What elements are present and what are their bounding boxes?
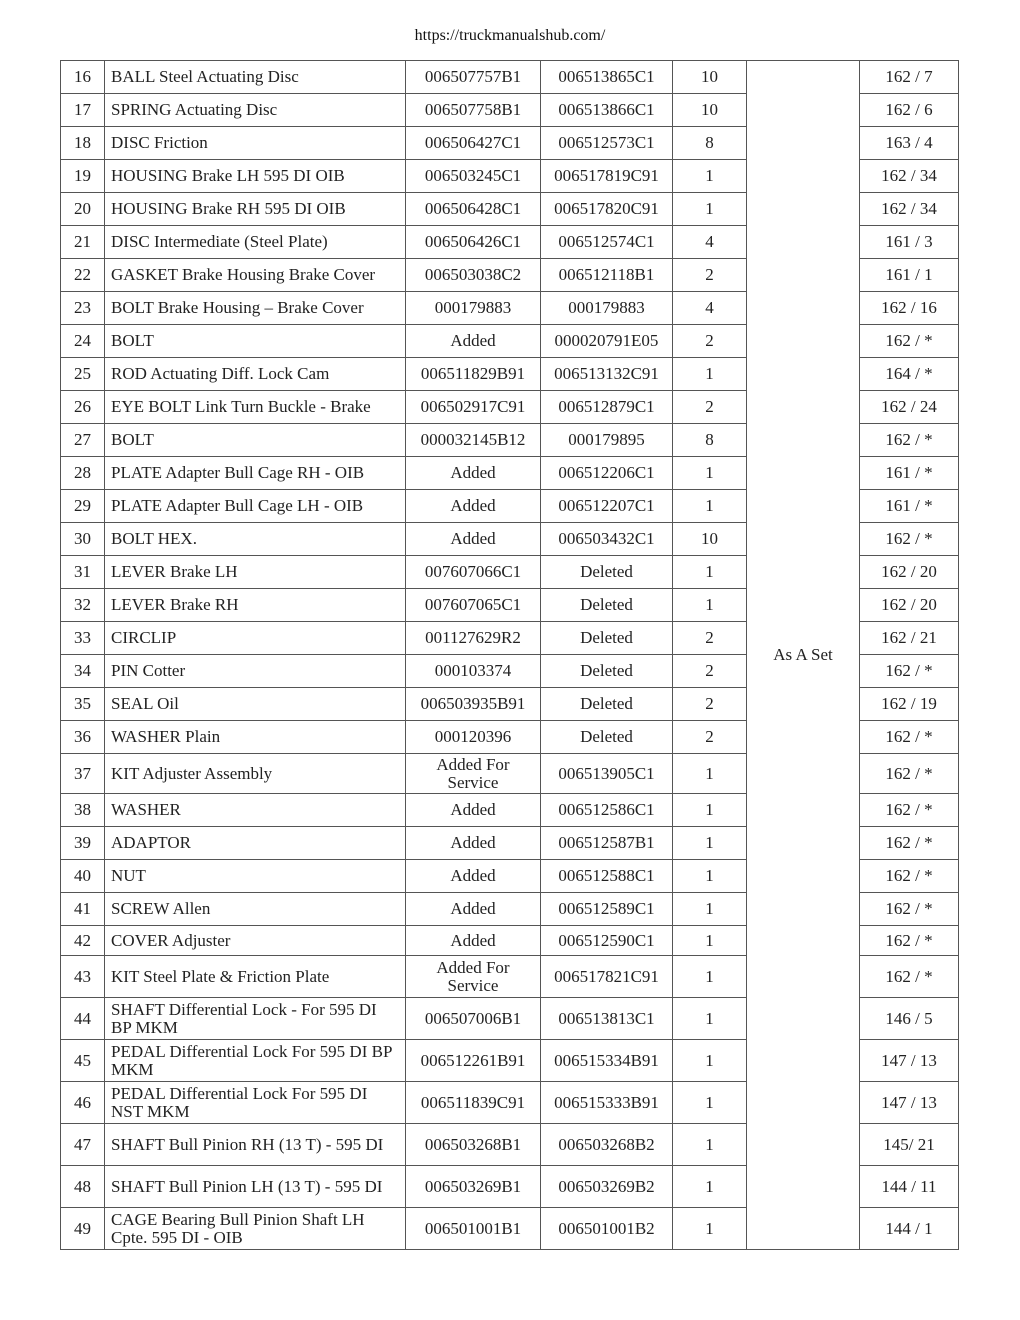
new-part-cell: Deleted xyxy=(541,589,673,622)
part-number-cell: 43 xyxy=(61,956,105,998)
description-cell: ADAPTOR xyxy=(105,827,406,860)
description-cell: LEVER Brake LH xyxy=(105,556,406,589)
old-part-cell: Added xyxy=(406,893,541,926)
reference-cell: 162 / 16 xyxy=(860,292,959,325)
description-cell: PEDAL Differential Lock For 595 DI NST MKM xyxy=(105,1082,406,1124)
part-number-cell: 23 xyxy=(61,292,105,325)
quantity-cell: 2 xyxy=(673,721,747,754)
quantity-cell: 1 xyxy=(673,794,747,827)
old-part-cell: 006507757B1 xyxy=(406,61,541,94)
part-number-cell: 38 xyxy=(61,794,105,827)
reference-cell: 161 / 3 xyxy=(860,226,959,259)
old-part-cell: 006506428C1 xyxy=(406,193,541,226)
quantity-cell: 2 xyxy=(673,688,747,721)
old-part-cell: 006506426C1 xyxy=(406,226,541,259)
reference-cell: 162 / * xyxy=(860,523,959,556)
part-number-cell: 34 xyxy=(61,655,105,688)
quantity-cell: 10 xyxy=(673,94,747,127)
description-cell: SCREW Allen xyxy=(105,893,406,926)
description-cell: NUT xyxy=(105,860,406,893)
old-part-cell: 000032145B12 xyxy=(406,424,541,457)
reference-cell: 162 / 19 xyxy=(860,688,959,721)
old-part-cell: Added xyxy=(406,457,541,490)
description-cell: SEAL Oil xyxy=(105,688,406,721)
old-part-cell: Added xyxy=(406,926,541,956)
reference-cell: 161 / * xyxy=(860,490,959,523)
new-part-cell: Deleted xyxy=(541,655,673,688)
description-cell: EYE BOLT Link Turn Buckle - Brake xyxy=(105,391,406,424)
reference-cell: 162 / * xyxy=(860,655,959,688)
quantity-cell: 1 xyxy=(673,1124,747,1166)
new-part-cell: 006503432C1 xyxy=(541,523,673,556)
description-cell: BALL Steel Actuating Disc xyxy=(105,61,406,94)
old-part-cell: 006506427C1 xyxy=(406,127,541,160)
description-cell: WASHER xyxy=(105,794,406,827)
description-cell: PEDAL Differential Lock For 595 DI BP MKM xyxy=(105,1040,406,1082)
quantity-cell: 1 xyxy=(673,556,747,589)
old-part-cell: 007607065C1 xyxy=(406,589,541,622)
old-part-cell: 006503935B91 xyxy=(406,688,541,721)
parts-table xyxy=(60,60,959,1250)
quantity-cell: 10 xyxy=(673,61,747,94)
quantity-cell: 1 xyxy=(673,998,747,1040)
new-part-cell: 006513132C91 xyxy=(541,358,673,391)
new-part-cell: 006513865C1 xyxy=(541,61,673,94)
description-cell: KIT Steel Plate & Friction Plate xyxy=(105,956,406,998)
description-cell: LEVER Brake RH xyxy=(105,589,406,622)
description-cell: SHAFT Bull Pinion RH (13 T) - 595 DI xyxy=(105,1124,406,1166)
part-number-cell: 17 xyxy=(61,94,105,127)
reference-cell: 162 / 20 xyxy=(860,589,959,622)
old-part-cell: 006503268B1 xyxy=(406,1124,541,1166)
quantity-cell: 1 xyxy=(673,358,747,391)
old-part-cell: Added xyxy=(406,325,541,358)
reference-cell: 162 / * xyxy=(860,827,959,860)
part-number-cell: 21 xyxy=(61,226,105,259)
new-part-cell: 006512589C1 xyxy=(541,893,673,926)
description-cell: DISC Intermediate (Steel Plate) xyxy=(105,226,406,259)
description-cell: BOLT xyxy=(105,424,406,457)
description-cell: SHAFT Differential Lock - For 595 DI BP MKM xyxy=(105,998,406,1040)
quantity-cell: 1 xyxy=(673,893,747,926)
part-number-cell: 24 xyxy=(61,325,105,358)
quantity-cell: 4 xyxy=(673,292,747,325)
old-part-cell: 006501001B1 xyxy=(406,1208,541,1250)
part-number-cell: 18 xyxy=(61,127,105,160)
old-part-cell: 007607066C1 xyxy=(406,556,541,589)
reference-cell: 164 / * xyxy=(860,358,959,391)
description-cell: DISC Friction xyxy=(105,127,406,160)
reference-cell: 163 / 4 xyxy=(860,127,959,160)
reference-cell: 162 / * xyxy=(860,325,959,358)
old-part-cell: Added xyxy=(406,794,541,827)
old-part-cell: 006503038C2 xyxy=(406,259,541,292)
part-number-cell: 20 xyxy=(61,193,105,226)
new-part-cell: 006512879C1 xyxy=(541,391,673,424)
old-part-cell: 006511839C91 xyxy=(406,1082,541,1124)
reference-cell: 161 / 1 xyxy=(860,259,959,292)
part-number-cell: 19 xyxy=(61,160,105,193)
old-part-cell: 000120396 xyxy=(406,721,541,754)
reference-cell: 162 / 21 xyxy=(860,622,959,655)
quantity-cell: 8 xyxy=(673,424,747,457)
description-cell: CIRCLIP xyxy=(105,622,406,655)
quantity-cell: 1 xyxy=(673,860,747,893)
old-part-cell: Added xyxy=(406,523,541,556)
new-part-cell: 006513866C1 xyxy=(541,94,673,127)
reference-cell: 162 / 6 xyxy=(860,94,959,127)
old-part-cell: Added xyxy=(406,490,541,523)
part-number-cell: 35 xyxy=(61,688,105,721)
header-url: https://truckmanualshub.com/ xyxy=(414,27,606,44)
as-a-set-cell: As A Set xyxy=(747,61,860,1250)
quantity-cell: 1 xyxy=(673,589,747,622)
quantity-cell: 2 xyxy=(673,391,747,424)
new-part-cell: 006512207C1 xyxy=(541,490,673,523)
new-part-cell: 006512573C1 xyxy=(541,127,673,160)
description-cell: CAGE Bearing Bull Pinion Shaft LH Cpte. 595 DI - OIB xyxy=(105,1208,406,1250)
reference-cell: 162 / * xyxy=(860,860,959,893)
reference-cell: 144 / 11 xyxy=(860,1166,959,1208)
old-part-cell: 000179883 xyxy=(406,292,541,325)
reference-cell: 162 / 24 xyxy=(860,391,959,424)
reference-cell: 161 / * xyxy=(860,457,959,490)
new-part-cell: 006517820C91 xyxy=(541,193,673,226)
quantity-cell: 8 xyxy=(673,127,747,160)
new-part-cell: 006515334B91 xyxy=(541,1040,673,1082)
description-cell: KIT Adjuster Assembly xyxy=(105,754,406,794)
quantity-cell: 1 xyxy=(673,193,747,226)
new-part-cell: 006517821C91 xyxy=(541,956,673,998)
part-number-cell: 25 xyxy=(61,358,105,391)
description-cell: SHAFT Bull Pinion LH (13 T) - 595 DI xyxy=(105,1166,406,1208)
part-number-cell: 46 xyxy=(61,1082,105,1124)
old-part-cell: Added For Service xyxy=(406,956,541,998)
old-part-cell: 006507006B1 xyxy=(406,998,541,1040)
reference-cell: 162 / * xyxy=(860,956,959,998)
new-part-cell: 000020791E05 xyxy=(541,325,673,358)
old-part-cell: Added xyxy=(406,860,541,893)
old-part-cell: Added For Service xyxy=(406,754,541,794)
quantity-cell: 1 xyxy=(673,926,747,956)
new-part-cell: 006512574C1 xyxy=(541,226,673,259)
part-number-cell: 47 xyxy=(61,1124,105,1166)
description-cell: ROD Actuating Diff. Lock Cam xyxy=(105,358,406,391)
quantity-cell: 2 xyxy=(673,622,747,655)
old-part-cell: 006512261B91 xyxy=(406,1040,541,1082)
part-number-cell: 42 xyxy=(61,926,105,956)
part-number-cell: 30 xyxy=(61,523,105,556)
reference-cell: 162 / 20 xyxy=(860,556,959,589)
reference-cell: 162 / * xyxy=(860,424,959,457)
reference-cell: 162 / * xyxy=(860,721,959,754)
part-number-cell: 37 xyxy=(61,754,105,794)
description-cell: PIN Cotter xyxy=(105,655,406,688)
description-cell: GASKET Brake Housing Brake Cover xyxy=(105,259,406,292)
part-number-cell: 48 xyxy=(61,1166,105,1208)
quantity-cell: 1 xyxy=(673,956,747,998)
part-number-cell: 33 xyxy=(61,622,105,655)
new-part-cell: 006512206C1 xyxy=(541,457,673,490)
part-number-cell: 26 xyxy=(61,391,105,424)
reference-cell: 162 / 7 xyxy=(860,61,959,94)
description-cell: SPRING Actuating Disc xyxy=(105,94,406,127)
old-part-cell: 006503269B1 xyxy=(406,1166,541,1208)
reference-cell: 145/ 21 xyxy=(860,1124,959,1166)
reference-cell: 162 / 34 xyxy=(860,160,959,193)
part-number-cell: 49 xyxy=(61,1208,105,1250)
part-number-cell: 41 xyxy=(61,893,105,926)
new-part-cell: 006512588C1 xyxy=(541,860,673,893)
description-cell: WASHER Plain xyxy=(105,721,406,754)
new-part-cell: 000179895 xyxy=(541,424,673,457)
quantity-cell: 1 xyxy=(673,1082,747,1124)
part-number-cell: 22 xyxy=(61,259,105,292)
description-cell: COVER Adjuster xyxy=(105,926,406,956)
table-row xyxy=(61,61,959,94)
reference-cell: 147 / 13 xyxy=(860,1040,959,1082)
description-cell: HOUSING Brake RH 595 DI OIB xyxy=(105,193,406,226)
part-number-cell: 29 xyxy=(61,490,105,523)
new-part-cell: Deleted xyxy=(541,622,673,655)
new-part-cell: 006513905C1 xyxy=(541,754,673,794)
part-number-cell: 28 xyxy=(61,457,105,490)
new-part-cell: 006513813C1 xyxy=(541,998,673,1040)
quantity-cell: 1 xyxy=(673,490,747,523)
description-cell: BOLT Brake Housing – Brake Cover xyxy=(105,292,406,325)
part-number-cell: 36 xyxy=(61,721,105,754)
new-part-cell: Deleted xyxy=(541,721,673,754)
new-part-cell: 006512590C1 xyxy=(541,926,673,956)
quantity-cell: 10 xyxy=(673,523,747,556)
part-number-cell: 45 xyxy=(61,1040,105,1082)
new-part-cell: 006503268B2 xyxy=(541,1124,673,1166)
reference-cell: 162 / * xyxy=(860,754,959,794)
new-part-cell: 006501001B2 xyxy=(541,1208,673,1250)
old-part-cell: 006511829B91 xyxy=(406,358,541,391)
quantity-cell: 2 xyxy=(673,259,747,292)
reference-cell: 162 / * xyxy=(860,926,959,956)
description-cell: PLATE Adapter Bull Cage RH - OIB xyxy=(105,457,406,490)
parts-table-body xyxy=(61,61,959,1250)
quantity-cell: 1 xyxy=(673,1208,747,1250)
old-part-cell: 001127629R2 xyxy=(406,622,541,655)
new-part-cell: Deleted xyxy=(541,688,673,721)
description-cell: PLATE Adapter Bull Cage LH - OIB xyxy=(105,490,406,523)
new-part-cell: 006512586C1 xyxy=(541,794,673,827)
old-part-cell: 006502917C91 xyxy=(406,391,541,424)
old-part-cell: 006507758B1 xyxy=(406,94,541,127)
quantity-cell: 4 xyxy=(673,226,747,259)
part-number-cell: 40 xyxy=(61,860,105,893)
new-part-cell: 006503269B2 xyxy=(541,1166,673,1208)
reference-cell: 162 / * xyxy=(860,794,959,827)
reference-cell: 162 / 34 xyxy=(860,193,959,226)
reference-cell: 144 / 1 xyxy=(860,1208,959,1250)
quantity-cell: 1 xyxy=(673,1166,747,1208)
part-number-cell: 27 xyxy=(61,424,105,457)
description-cell: HOUSING Brake LH 595 DI OIB xyxy=(105,160,406,193)
quantity-cell: 2 xyxy=(673,655,747,688)
new-part-cell: Deleted xyxy=(541,556,673,589)
old-part-cell: 000103374 xyxy=(406,655,541,688)
reference-cell: 146 / 5 xyxy=(860,998,959,1040)
old-part-cell: 006503245C1 xyxy=(406,160,541,193)
quantity-cell: 1 xyxy=(673,457,747,490)
part-number-cell: 16 xyxy=(61,61,105,94)
new-part-cell: 006512587B1 xyxy=(541,827,673,860)
old-part-cell: Added xyxy=(406,827,541,860)
new-part-cell: 006515333B91 xyxy=(541,1082,673,1124)
part-number-cell: 39 xyxy=(61,827,105,860)
part-number-cell: 32 xyxy=(61,589,105,622)
new-part-cell: 000179883 xyxy=(541,292,673,325)
quantity-cell: 1 xyxy=(673,754,747,794)
description-cell: BOLT xyxy=(105,325,406,358)
part-number-cell: 44 xyxy=(61,998,105,1040)
reference-cell: 162 / * xyxy=(860,893,959,926)
quantity-cell: 1 xyxy=(673,160,747,193)
quantity-cell: 2 xyxy=(673,325,747,358)
new-part-cell: 006512118B1 xyxy=(541,259,673,292)
quantity-cell: 1 xyxy=(673,1040,747,1082)
new-part-cell: 006517819C91 xyxy=(541,160,673,193)
part-number-cell: 31 xyxy=(61,556,105,589)
reference-cell: 147 / 13 xyxy=(860,1082,959,1124)
quantity-cell: 1 xyxy=(673,827,747,860)
description-cell: BOLT HEX. xyxy=(105,523,406,556)
